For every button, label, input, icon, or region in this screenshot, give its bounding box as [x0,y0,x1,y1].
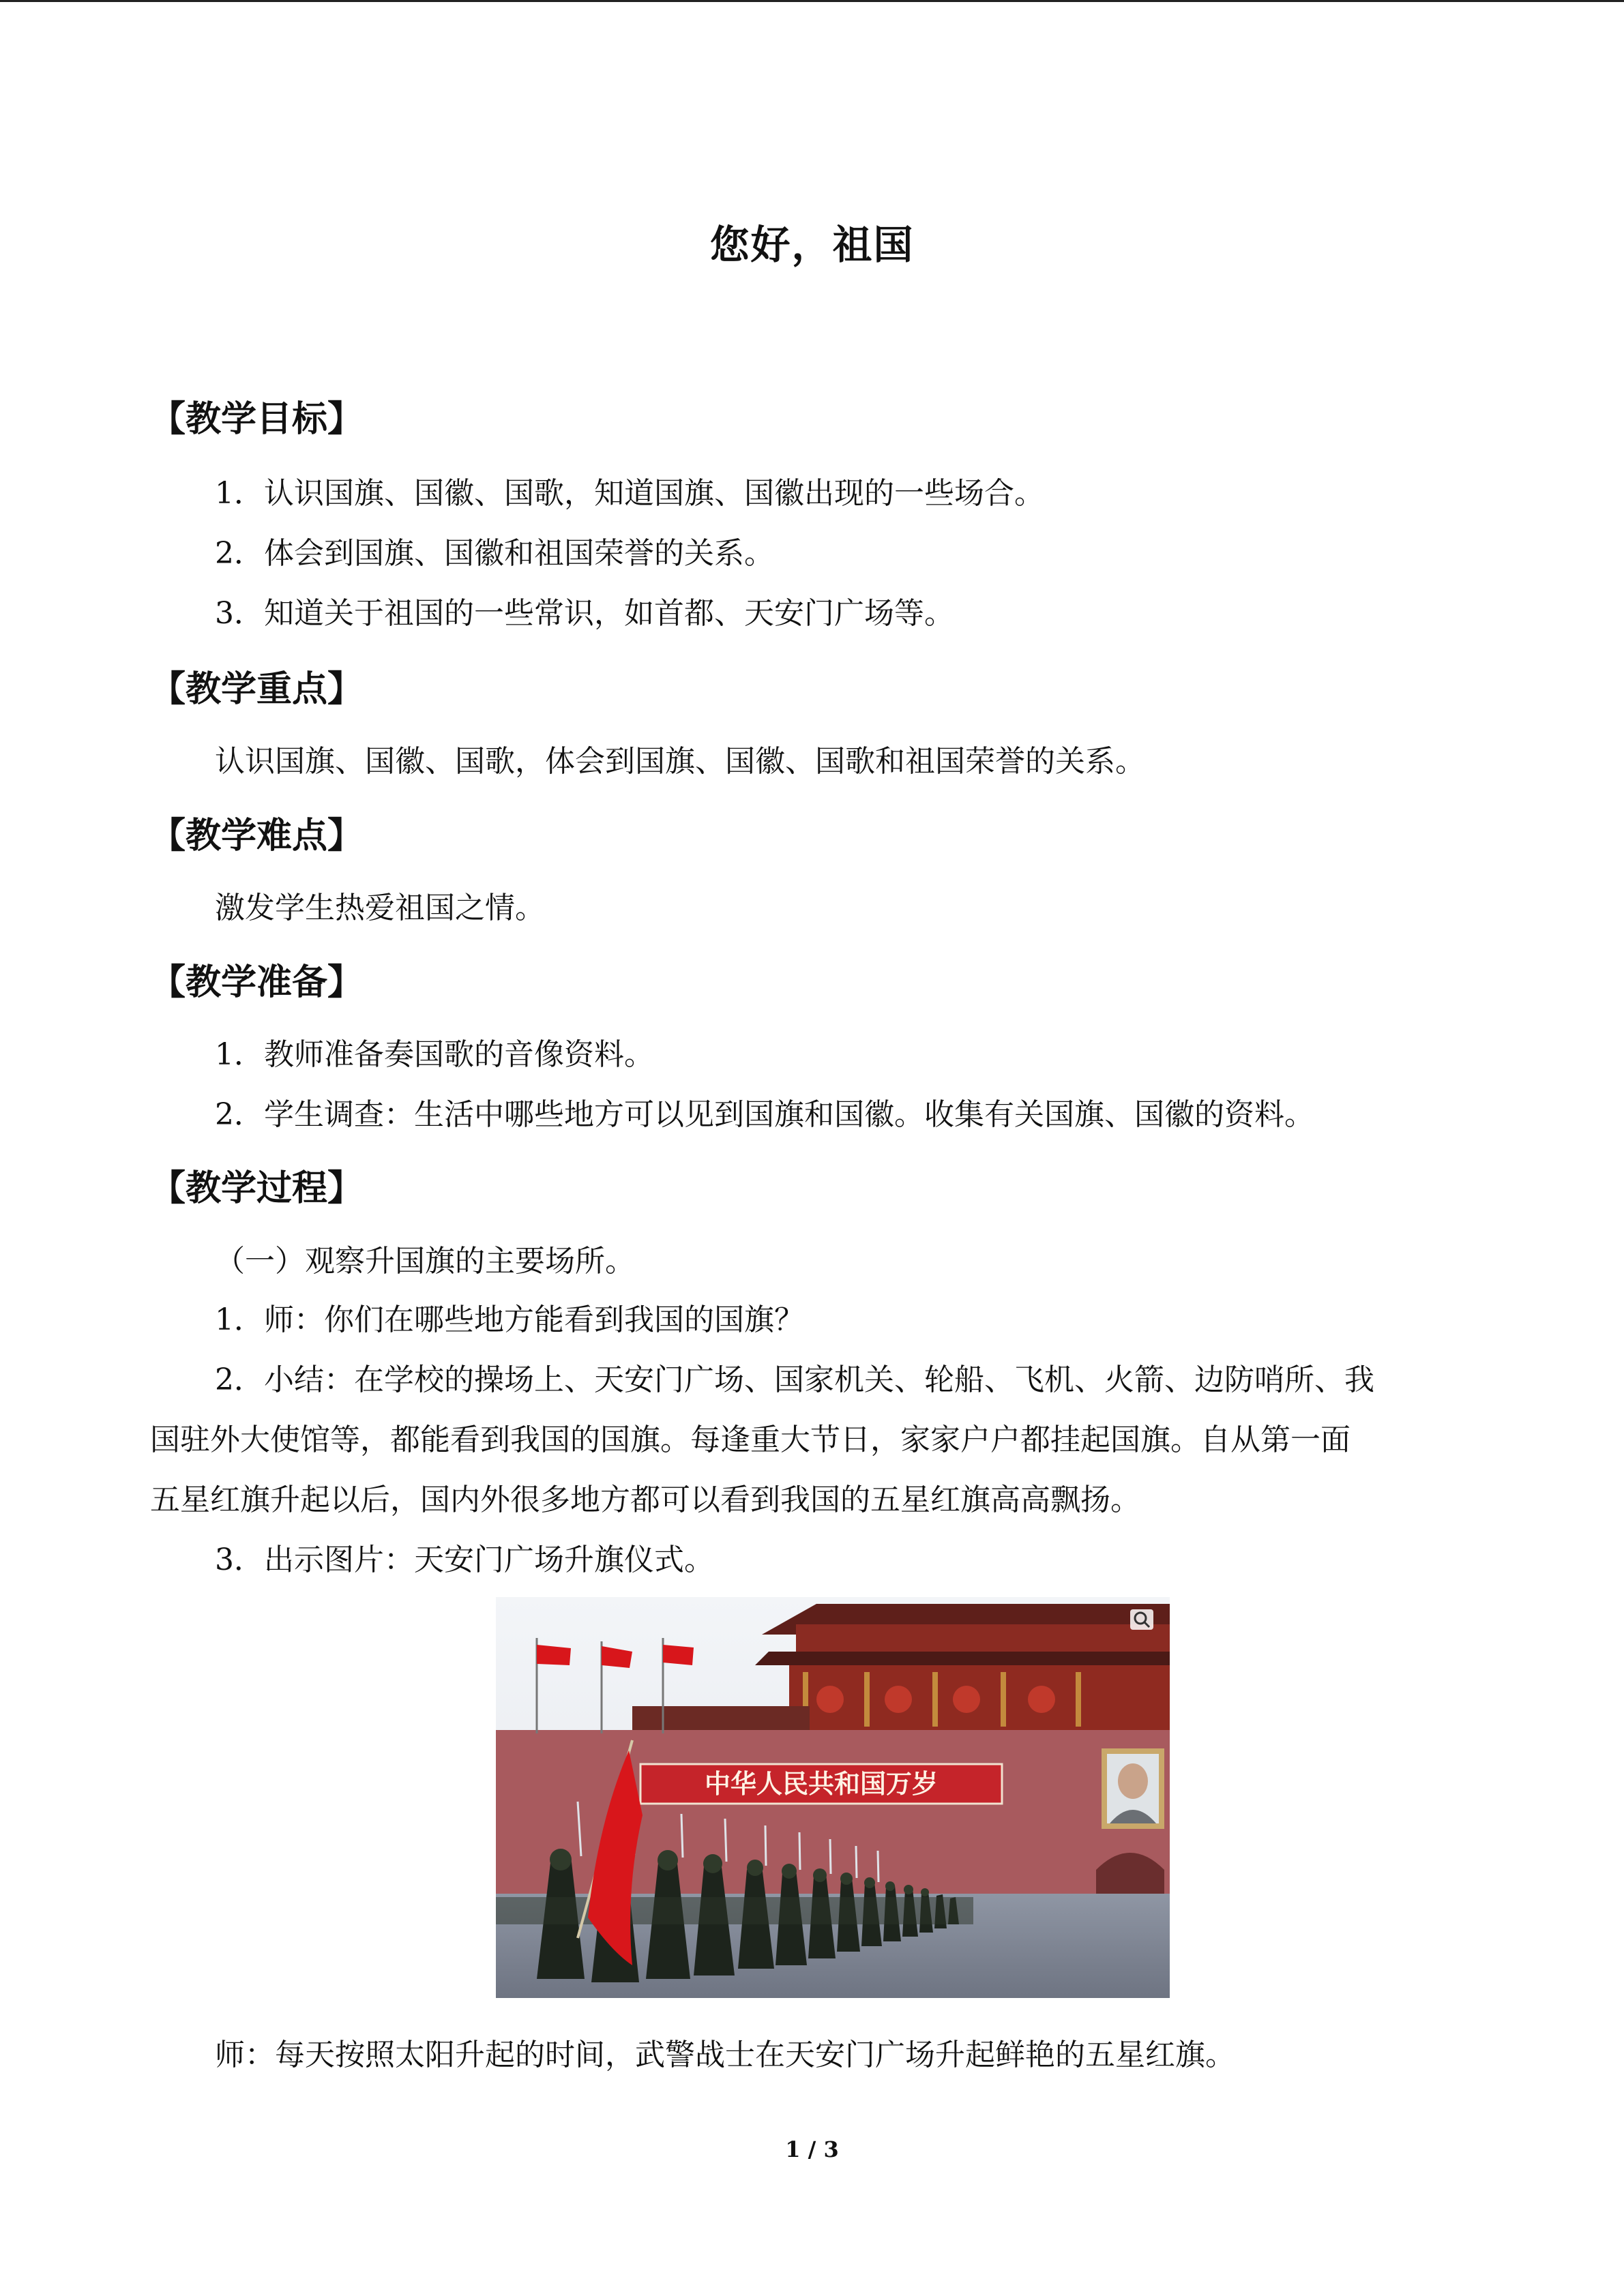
heading-process: 【教学过程】 [150,1167,364,1209]
difficulty-text: 激发学生热爱祖国之情。 [215,891,545,925]
goal-item-2: 2．体会到国旗、国徽和祖国荣誉的关系。 [215,536,774,571]
side-roof [632,1706,810,1733]
after-image-text: 师：每天按照太阳升起的时间，武警战士在天安门广场升起鲜艳的五星红旗。 [215,2038,1235,2072]
process-line-1: （一）观察升国旗的主要场所。 [215,1244,635,1279]
goal-item-1: 1．认识国旗、国徽、国歌，知道国旗、国徽出现的一些场合。 [215,476,1044,511]
process-line-2: 1．师：你们在哪些地方能看到我国的国旗？ [215,1302,804,1337]
heading-goals: 【教学目标】 [150,398,364,440]
slogan-banner [640,1764,1002,1804]
process-line-3: 2．小结：在学校的操场上、天安门广场、国家机关、轮船、飞机、火箭、边防哨所、我 [215,1362,1374,1397]
page-title: 您好，祖国 [709,222,915,268]
heading-focus: 【教学重点】 [150,668,364,710]
process-line-4: 国驻外大使馆等，都能看到我国的国旗。每逢重大节日，家家户户都挂起国旗。自从第一面 [150,1422,1350,1457]
heading-prep: 【教学准备】 [150,961,364,1003]
flag-raising-photo [496,1597,1170,1998]
goal-item-3: 3．知道关于祖国的一些常识，如首都、天安门广场等。 [215,596,954,631]
heading-difficulty: 【教学难点】 [150,815,364,856]
process-line-5: 五星红旗升起以后，国内外很多地方都可以看到我国的五星红旗高高飘扬。 [150,1482,1140,1517]
gate-tower [755,1604,1170,1730]
process-line-6: 3．出示图片：天安门广场升旗仪式。 [215,1542,714,1577]
magnify-icon [1130,1609,1153,1630]
focus-text: 认识国旗、国徽、国歌，体会到国旗、国徽、国歌和祖国荣誉的关系。 [215,744,1145,779]
page-number: 1 / 3 [785,2136,839,2162]
portrait [1102,1748,1164,1829]
prep-item-1: 1．教师准备奏国歌的音像资料。 [215,1037,654,1072]
prep-item-2: 2．学生调查：生活中哪些地方可以见到国旗和国徽。收集有关国旗、国徽的资料。 [215,1097,1314,1132]
banner-text: 中华人民共和国万岁 [704,1769,939,1799]
page-top-rule [0,0,1624,2]
